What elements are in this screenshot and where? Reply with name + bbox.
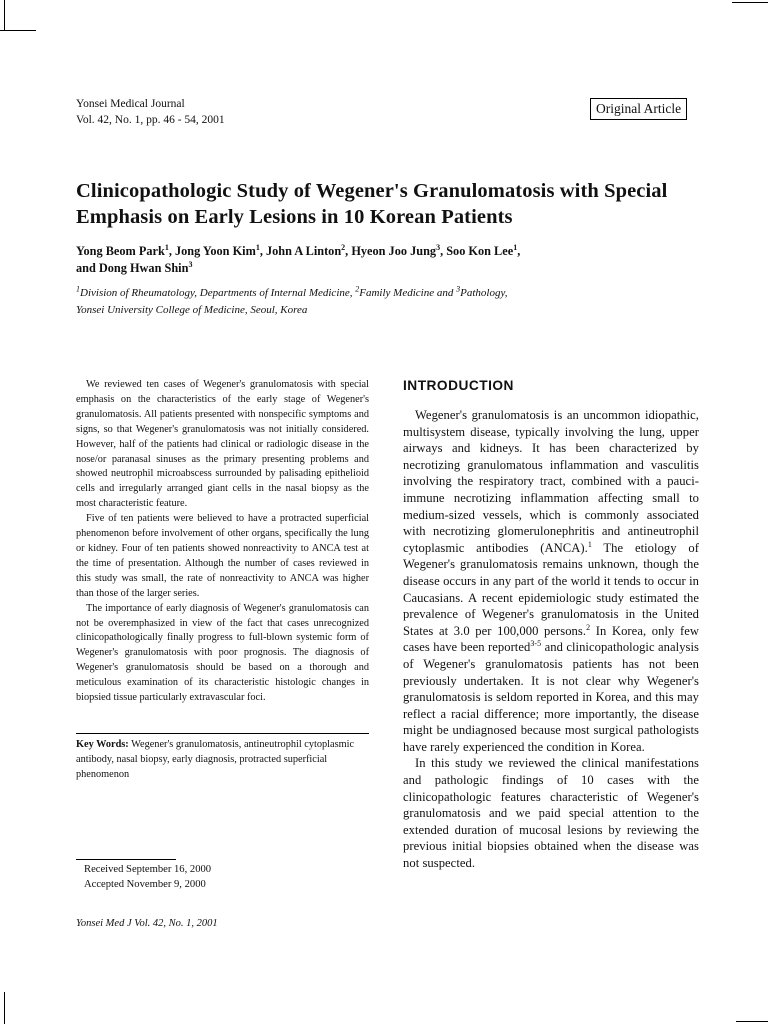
author-separator: ,: [440, 244, 447, 258]
keywords-divider: [76, 733, 369, 734]
introduction-paragraph: In this study we reviewed the clinical manifestations and pathologic findings of 10 cases with the clinicopathologic features characteristic of Wegener's granulomatosis and we paid special attention to the extended duration of mucosal lesions by reviewing the previous initial biopsies obtained when the disease was not suspected.: [403, 756, 699, 871]
author-separator: ,: [517, 244, 521, 258]
paragraph-text: The etiology of Wegener's granulomatosis remains unknown, though the disease occurs in any part of the world it tends to occur in Caucasians. A recent epidemiologic study estimated the prevalence of Wegener's granulomatosis in the United States at 3.0 per 100,000 persons.: [403, 540, 699, 638]
journal-name: Yonsei Medical Journal: [76, 98, 185, 110]
author: and Dong Hwan Shin: [76, 261, 189, 275]
reference-mark: 1: [587, 539, 592, 549]
author-separator: ,: [345, 244, 352, 258]
article-type-badge: Original Article: [590, 98, 687, 120]
accepted-date: Accepted November 9, 2000: [84, 879, 206, 890]
affiliation-line-1: [76, 285, 716, 302]
author: Yong Beom Park: [76, 244, 165, 258]
author-affiliation-mark: 3: [436, 242, 441, 252]
affiliations: [76, 285, 716, 319]
page-footer: Yonsei Med J Vol. 42, No. 1, 2001: [76, 918, 218, 929]
introduction-heading: INTRODUCTION: [403, 378, 514, 393]
received-date: Received September 16, 2000: [84, 864, 212, 875]
author-affiliation-mark: 1: [513, 242, 518, 252]
abstract-paragraph: Five of ten patients were believed to have a protracted superficial phenomenon before involvement of other organs, specifically the lung or kidney. Four of ten patients showed nonreactivity to ANCA test at the time of presentation. Although the number of cases reviewed in this study was small, the rate of nonreactivity to ANCA was higher than those of the larger series.: [76, 513, 369, 599]
journal-header: [76, 96, 225, 128]
paragraph-text: Wegener's granulomatosis is an uncommon idiopathic, multisystem disease, typically involving the lung, upper airways and kidneys. It has been characterized by necrotizing granulomatous inflammation and vasculitis involving the respiratory tract, combined with a pauci-immune necrotizing inflammation affecting small to medium-sized vessels, which is commonly associated with necrotizing glomerulonephritis and antineutrophil cytoplasmic antibodies (ANCA).: [403, 408, 699, 555]
author: Soo Kon Lee: [446, 244, 514, 258]
affiliation-line-2: Yonsei University College of Medicine, Seoul, Korea: [76, 304, 308, 316]
paragraph-text: and clinicopathologic analysis of Wegener's granulomatosis patients has not been previously undertaken. It is not clear why Wegener's granulomatosis is seldom reported in Korea, and this may reflect a racial difference; more importantly, the disease might be undiagnosed because most surgical pathologists have rarely experienced the condition in Korea.: [403, 640, 699, 754]
author: Hyeon Joo Jung: [351, 244, 437, 258]
author-affiliation-mark: 1: [255, 242, 260, 252]
introduction-body: [403, 407, 699, 872]
received-divider: [76, 859, 176, 860]
journal-volume: Vol. 42, No. 1, pp. 46 - 54, 2001: [76, 114, 225, 126]
author-list: [76, 243, 716, 277]
crop-mark-bottom-right-h: [736, 1021, 768, 1022]
abstract-paragraph: We reviewed ten cases of Wegener's granulomatosis with special emphasis on the characteristics of the early stage of Wegener's granulomatosis. All patients presented with nonspecific symptoms and signs, so that Wegener's granulomatosis was not initially considered. However, half of the patients had clinical or radiologic disease in the nose/or paranasal sinuses as the primary presenting problems and showed neutrophil microabscess surrounded by palisading epithelioid cells and irregularly arranged giant cells in the nasal biopsy as the most characteristic feature.: [76, 379, 369, 510]
crop-mark-top-right-h: [732, 2, 768, 3]
keywords-text: Wegener's granulomatosis, antineutrophil cytoplasmic antibody, nasal biopsy, early diagnosis, protracted superficial phenomenon: [76, 739, 355, 780]
author-affiliation-mark: 3: [188, 259, 193, 269]
affiliation-text: Family Medicine and: [359, 287, 457, 299]
introduction-paragraph: [403, 407, 699, 755]
crop-mark-top-left-h: [0, 30, 36, 31]
affiliation-text: Division of Rheumatology, Departments of Internal Medicine,: [80, 287, 356, 299]
paragraph-text: In Korea, only few cases have been reported: [403, 623, 699, 655]
crop-mark-bottom-left-v: [4, 992, 5, 1024]
article-title: Clinicopathologic Study of Wegener's Granulomatosis with Special Emphasis on Early Lesions in 10 Korean Patients: [76, 180, 668, 228]
abstract: [76, 378, 369, 706]
author: Jong Yoon Kim: [174, 244, 256, 258]
reference-mark: 3-5: [530, 639, 542, 649]
keywords: [76, 738, 369, 783]
affiliation-mark: 3: [456, 284, 461, 294]
author-separator: ,: [259, 244, 266, 258]
affiliation-mark: 2: [355, 284, 360, 294]
crop-mark-top-left-v: [4, 0, 5, 30]
keywords-label: Key Words:: [76, 739, 129, 750]
reference-mark: 2: [586, 622, 591, 632]
affiliation-text: Pathology,: [460, 287, 508, 299]
author-affiliation-mark: 2: [341, 242, 346, 252]
author: John A Linton: [265, 244, 342, 258]
affiliation-mark: 1: [76, 284, 80, 294]
abstract-paragraph: The importance of early diagnosis of Wegener's granulomatosis can not be overemphasized in view of the fact that cases unrecognized clinicopathologically finally progress to full-blown systemic form of Wegener's granulomatosis with poor prognosis. The diagnosis of Wegener's granulomatosis should be based on a thorough and meticulous examination of its characteristic histologic changes in biopsied tissue particularly extravascular foci.: [76, 602, 369, 704]
author-affiliation-mark: 1: [164, 242, 169, 252]
author-separator: ,: [168, 244, 175, 258]
received-dates: [84, 862, 211, 892]
